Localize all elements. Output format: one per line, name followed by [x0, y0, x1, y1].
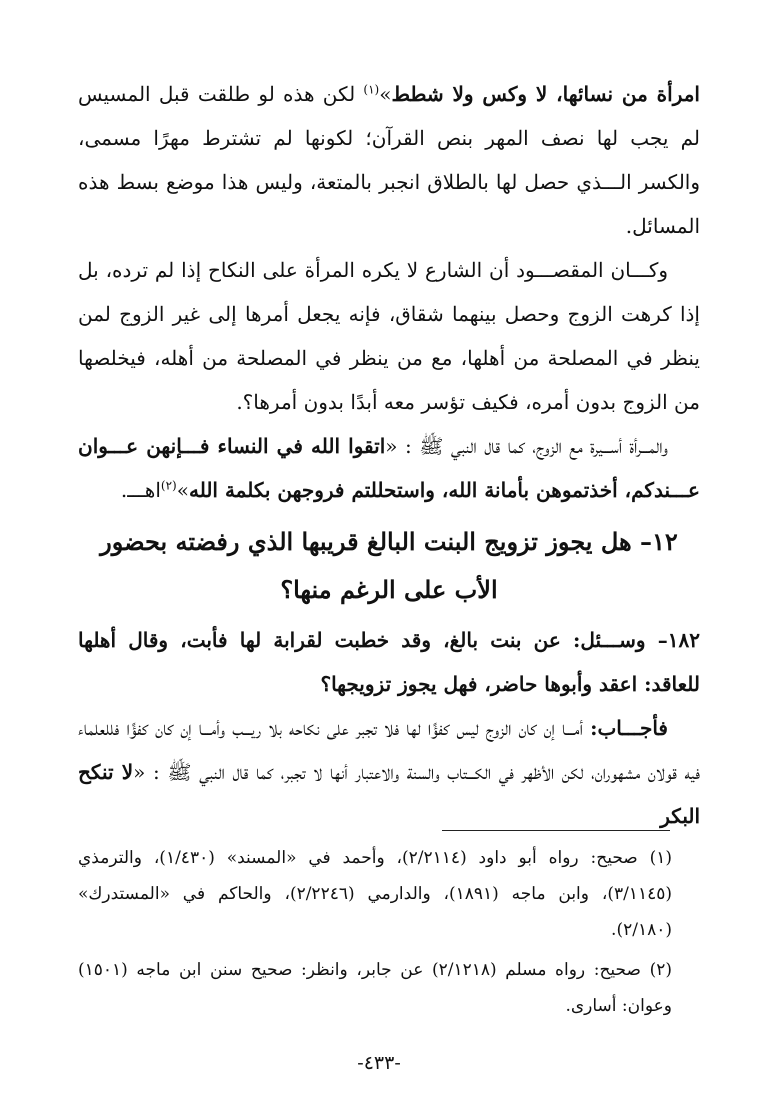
- footnotes: [78, 840, 672, 1028]
- paragraph-1-text: لكن هذه لو طلقت قبل المسيس لم يجب لها نصف المهر بنص القرآن؛ لكونها لم تشترط مهرًا مسمى، والكسر الـــذي حصل لها بالطلاق انجبر بالمتعة، وليس هذا موضع بسط هذه المسائل.: [78, 82, 700, 238]
- closing-quote-mark: »: [176, 478, 189, 502]
- paragraph-3-intro: والمـــرأة أســـيرة مع الزوج، كما قال النبي ﷺ : «: [385, 434, 668, 458]
- hadith-quote: اتقوا الله في النساء فـــإنهن عـــوان عـــندكم، أخذتموهن بأمانة الله، واستحللتم فروجهن بكلمة الله: [78, 434, 700, 502]
- section-heading: ١٢– هل يجوز تزويج البنت البالغ قريبها الذي رفضته بحضور الأب على الرغم منها؟: [100, 527, 678, 604]
- paragraph-3-end: اهـــ.: [120, 478, 161, 502]
- hadith-quote-end: امرأة من نسائها، لا وكس ولا شطط: [391, 82, 700, 106]
- answer-text: أمـــا إن كان الزوج ليس كفؤًا لها فلا تجبر على نكاحه بلا ريـــب وأمـــا إن كان كفؤًا فللعلماء فيه قولان مشهوران، لكن الأظهر في الكـــتاب والسنة والاعتبار أنها لا تجبر، كما قال النبي ﷺ : «: [78, 716, 700, 784]
- answer-paragraph: [78, 706, 700, 838]
- answer-quote: لا تنكح البكر: [78, 760, 700, 828]
- footnote-divider: [442, 830, 670, 831]
- footnote-1: (١) صحيح: رواه أبو داود (٢/٢١١٤)، وأحمد في «المسند» (١/٤٣٠)، والترمذي (٣/١١٤٥)، وابن ماجه (١٨٩١)، والدارمي (٢/٢٢٤٦)، والحاكم في «المستدرك» (٢/١٨٠).: [78, 848, 673, 940]
- question-paragraph: ١٨٢– وســـئل: عن بنت بالغ، وقد خطبت لقرابة لها فأبت، وقال أهلها للعاقد: اعقد وأبوها حاضر، فهل يجوز تزويجها؟: [78, 628, 700, 696]
- footnote-2: (٢) صحيح: رواه مسلم (٢/١٢١٨) عن جابر، وانظر: صحيح سنن ابن ماجه (١٥٠١) وعوان: أسارى.: [78, 960, 672, 1016]
- closing-quote-mark: »: [379, 82, 392, 106]
- paragraph-2: وكـــان المقصـــود أن الشارع لا يكره المرأة على النكاح إذا لم ترده، بل إذا كرهت الزوج وحصل بينهما شقاق، فإنه يجعل أمرها إلى غير الزوج لمن ينظر في المصلحة من أهلها، مع من ينظر في المصلحة من أهله، فيخلصها من الزوج بدون أمره، فكيف تؤسر معه أبدًا بدون أمرها؟.: [78, 258, 700, 414]
- paragraph-3: [78, 424, 700, 512]
- main-text: [78, 72, 700, 838]
- paragraph-1: [78, 72, 700, 248]
- footnote-ref-2[interactable]: (٢): [160, 478, 177, 493]
- answer-label: فأجـــاب:: [590, 716, 668, 740]
- footnote-ref-1[interactable]: (١): [363, 82, 380, 97]
- page-number: -٤٣٣-: [357, 1052, 401, 1074]
